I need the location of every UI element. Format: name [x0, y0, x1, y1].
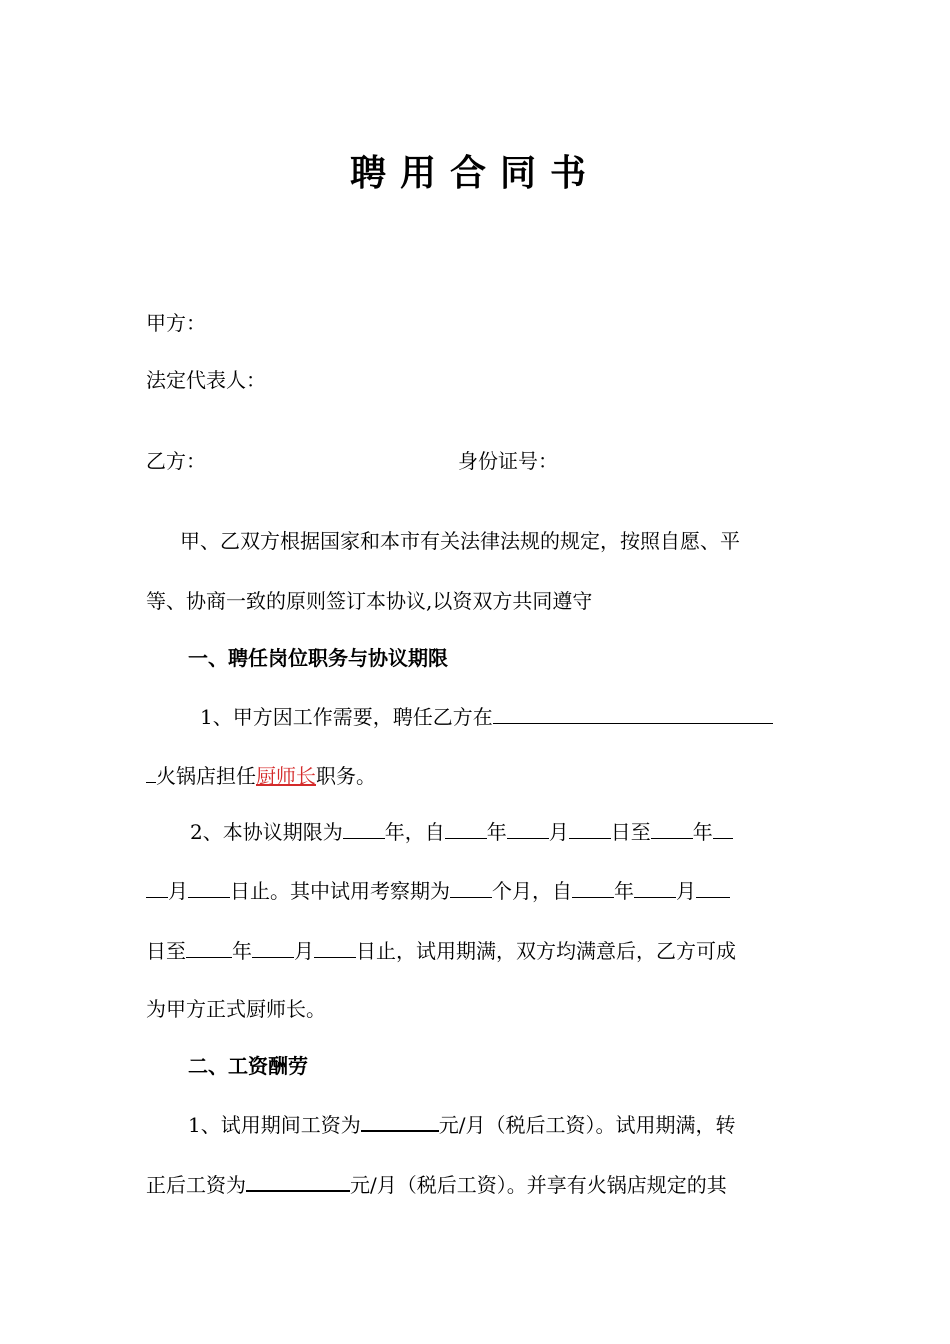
- clause2-line-4: 为甲方正式厨师长。: [146, 997, 326, 1021]
- term-text: 月: [676, 879, 696, 903]
- term-text: 月: [548, 820, 569, 844]
- term-text: 日至: [146, 939, 186, 963]
- party-a-label: 甲方：: [146, 311, 206, 335]
- workplace-blank: [493, 703, 773, 724]
- party-b-line: [146, 448, 806, 474]
- blank: [314, 937, 356, 958]
- blank: [572, 877, 614, 898]
- blank: [252, 937, 294, 958]
- term-text: 月: [168, 879, 188, 903]
- blank: [186, 937, 232, 958]
- term-text: 日至: [610, 820, 651, 844]
- preamble-line-1: 甲、乙双方根据国家和本市有关法律法规的规定，按照自愿、平: [180, 529, 740, 553]
- blank: [696, 877, 730, 898]
- section2-heading: 二、工资酬劳: [188, 1054, 308, 1078]
- salary-text: 1、试用期间工资为: [188, 1113, 361, 1137]
- blank: [450, 877, 492, 898]
- salary-text: 元/月（税后工资）。试用期满，转: [438, 1113, 736, 1137]
- clause1-prefix: 火锅店担任: [156, 764, 256, 788]
- blank: [634, 877, 676, 898]
- term-text: 年: [614, 879, 634, 903]
- term-text: 年: [692, 820, 713, 844]
- blank: [146, 877, 168, 898]
- clause1-text: 1、甲方因工作需要，聘任乙方在: [200, 705, 493, 729]
- blank: [188, 877, 230, 898]
- clause1-line-2: [146, 762, 806, 789]
- term-text: 日止。其中试用考察期为: [230, 879, 450, 903]
- blank: [651, 818, 693, 839]
- salary-text: 元/月（税后工资）。并享有火锅店规定的其: [350, 1173, 727, 1197]
- blank: [343, 818, 385, 839]
- salary-line-2: [146, 1170, 806, 1198]
- id-number-label: 身份证号：: [458, 449, 558, 473]
- clause2-line-1: [190, 818, 850, 845]
- salary-text: 正后工资为: [146, 1173, 246, 1197]
- term-text: 日止，试用期满，双方均满意后，乙方可成: [356, 939, 736, 963]
- clause2-line-3: [146, 937, 806, 964]
- term-text: 个月，自: [492, 879, 572, 903]
- workplace-blank-cont: [146, 762, 156, 783]
- trial-salary-blank: [361, 1110, 439, 1132]
- preamble-line-2: 等、协商一致的原则签订本协议,以资双方共同遵守: [146, 589, 593, 613]
- clause1-suffix: 职务。: [316, 764, 376, 788]
- term-text: 2、本协议期限为: [190, 820, 343, 844]
- blank: [569, 818, 611, 839]
- blank: [507, 818, 549, 839]
- clause2-line-2: [146, 877, 806, 904]
- document-title: 聘用合同书: [349, 153, 600, 194]
- term-text: 年: [232, 939, 252, 963]
- blank: [713, 818, 733, 839]
- legal-representative-label: 法定代表人：: [146, 368, 266, 392]
- term-text: 年，自: [384, 820, 445, 844]
- clause1-line-1: [200, 703, 860, 730]
- salary-line-1: [188, 1110, 848, 1138]
- party-b-label: 乙方：: [146, 449, 206, 473]
- section1-heading: 一、聘任岗位职务与协议期限: [188, 646, 448, 670]
- position-highlight: 厨师长: [256, 764, 316, 788]
- blank: [445, 818, 487, 839]
- regular-salary-blank: [246, 1170, 350, 1192]
- term-text: 月: [294, 939, 314, 963]
- term-text: 年: [486, 820, 507, 844]
